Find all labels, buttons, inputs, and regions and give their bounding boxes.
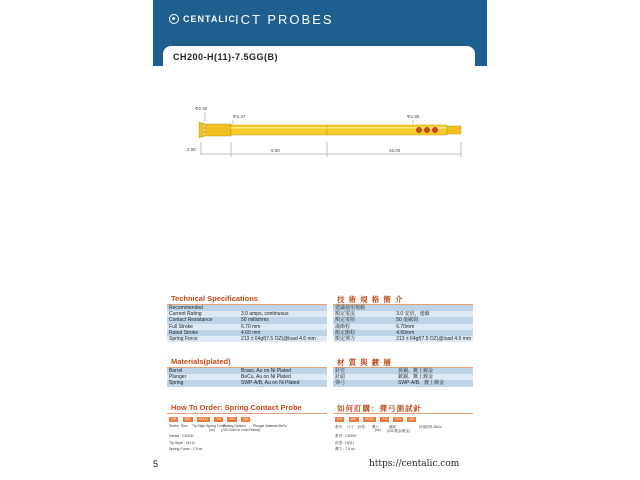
section-title: ICT PROBES — [235, 12, 334, 27]
spec-key: Spring Force — [167, 336, 239, 342]
page-number: 5 — [153, 459, 159, 469]
materials-table-en — [167, 368, 327, 387]
order-label: Tip Style — [192, 424, 206, 428]
order-rule-en — [167, 413, 327, 414]
tech-spec-title-en: Technical Specifications — [171, 294, 258, 303]
order-code-row-en — [169, 417, 251, 422]
spec-value: 6.70 mm — [239, 324, 327, 330]
order-info-line: 彈力 : 7.5 oz — [335, 447, 355, 451]
spec-key: 額定彈力 — [333, 336, 394, 342]
spec-key: 針管 — [333, 368, 396, 374]
spec-value: Brass, Au on Ni Plated — [239, 368, 327, 374]
spec-value: 4.60mm — [394, 330, 473, 336]
spec-key: 彈弓 — [333, 380, 396, 386]
order-code-box: 7.5 — [215, 417, 221, 421]
order-code-row-zh — [335, 417, 417, 422]
probe-body — [199, 122, 461, 138]
order-label: 針頭材料 BeCu — [419, 425, 442, 429]
order-info-line: Series : CH200 — [169, 434, 194, 438]
order-info-line: Spring Force : 7.5 oz — [169, 447, 203, 451]
order-dash: - — [224, 417, 227, 422]
dim-head-dia: Φ2.50 — [195, 106, 208, 111]
order-label: Plunger Material BeCu — [253, 424, 288, 428]
order-info-line: 針型 : H(11) — [335, 440, 354, 445]
spec-row — [167, 380, 327, 386]
spec-value: 鈹銅、鍍上鎳金 — [396, 374, 473, 380]
centalic-logo-icon — [169, 14, 179, 24]
order-dash: - — [211, 417, 213, 422]
order-sublabel-oz: (oz) — [209, 428, 215, 432]
spec-key: Full Stroke — [167, 324, 239, 330]
spec-value: 213 ± 64gf(7.5 OZ)@load 4.6 mm — [239, 336, 327, 342]
order-info-line: 系列 : CH200 — [335, 434, 357, 438]
spec-value: BeCu, Au on Ni Plated — [239, 374, 327, 380]
order-code-box: 200 — [184, 417, 191, 421]
order-code-box: (B) — [243, 417, 249, 421]
catalog-page — [153, 0, 487, 480]
probe-drawing — [187, 100, 461, 170]
order-dash: - — [346, 417, 348, 422]
spec-key: 額定衝程 — [333, 330, 394, 336]
order-dash: - — [390, 417, 393, 422]
spec-key: 額定電流 — [333, 311, 394, 317]
website-url[interactable]: https://centalic.com — [369, 459, 460, 469]
spec-value: 黃銅、鍍上鎳金 — [396, 368, 473, 374]
order-dash: - — [194, 417, 196, 422]
order-dash: - — [404, 417, 407, 422]
brand-name: CENTALIC — [183, 14, 236, 24]
dim-tip-length: 2.00 — [187, 147, 196, 152]
order-info-zh — [335, 433, 356, 453]
order-code-box: 200 — [350, 417, 357, 421]
order-code-box: CH — [171, 417, 177, 421]
spec-key: Spring — [167, 380, 239, 386]
order-code-box: 7.5 — [381, 417, 387, 421]
order-label: Spring Force — [206, 424, 226, 428]
order-label: 彈力 — [372, 425, 379, 429]
materials-table-zh — [333, 368, 473, 387]
spec-value: 6.70mm — [394, 324, 473, 330]
order-label: 系列 — [335, 425, 342, 429]
materials-title-zh: 材 質 與 鍍 層 — [337, 358, 392, 367]
tech-spec-table-en — [167, 305, 327, 342]
order-label: Size — [181, 424, 188, 428]
order-code-box: CH — [337, 417, 343, 421]
order-label: 針型 — [358, 425, 365, 429]
order-code-box: H(11) — [364, 417, 374, 421]
order-info-line: Tip Style : H(11) — [169, 440, 195, 445]
page-header — [153, 0, 487, 66]
spec-key: Current Rating — [167, 311, 239, 317]
dim-length-a: 9.00 — [271, 148, 280, 153]
dim-barrel-dia: Φ1.47 — [233, 114, 246, 119]
spec-key: 滿衝程 — [333, 324, 394, 330]
model-title-bar — [163, 46, 475, 68]
dim-plunger-dia: Φ1.86 — [407, 114, 420, 119]
materials-title-en: Materials(plated) — [171, 357, 231, 366]
order-dash: - — [360, 417, 362, 422]
spec-value: SWP-A/B、鍍上鎳金 — [396, 380, 473, 386]
order-label: Plating Options — [223, 424, 246, 428]
spec-key: 建議使用規範 — [333, 305, 394, 311]
spec-row — [167, 336, 327, 342]
order-sublabel-plating: (GG:鍍金/鍍金) — [387, 429, 410, 433]
spec-value: 50 毫歐姆 — [394, 317, 473, 323]
order-label: 鍍層 — [389, 425, 396, 429]
order-dash: - — [180, 417, 182, 422]
order-code-box: H(11) — [198, 417, 208, 421]
spec-key: 額定電阻 — [333, 317, 394, 323]
order-sublabel-oz: (oz) — [375, 428, 381, 432]
spec-value: 4.60 mm — [239, 330, 327, 336]
order-dash: - — [377, 417, 379, 422]
spec-value: 3.0 安培，連續 — [394, 311, 473, 317]
spec-value: 50 milliohms — [239, 317, 327, 323]
spec-value: 213 ± 64gf(7.5 OZ)@load 4.6 mm — [396, 336, 471, 343]
model-number: CH200-H(11)-7.5GG(B) — [173, 52, 279, 62]
order-title-en: How To Order: Spring Contact Probe — [171, 403, 302, 412]
order-code-box: GG — [229, 417, 235, 421]
dim-length-b: 26.00 — [389, 148, 401, 153]
spec-key: Barrel — [167, 368, 239, 374]
tech-spec-title-zh: 技 術 規 格 簡 介 — [337, 295, 404, 304]
order-sublabel-plating: (GG:Gold on Gold Plated) — [221, 428, 261, 432]
order-label: 尺寸 — [347, 425, 354, 429]
order-code-box: GG — [395, 417, 401, 421]
order-dash: - — [238, 417, 241, 422]
spec-row — [333, 336, 473, 342]
order-info-en — [169, 433, 202, 453]
brand-logo — [169, 12, 236, 26]
spec-key: Contact Resistance — [167, 317, 239, 323]
order-title-zh: 如何訂購：彈弓測試針 — [337, 404, 422, 413]
spec-key: Rated Stroke — [167, 330, 239, 336]
spec-key: Plunger — [167, 374, 239, 380]
order-code-box: (B) — [409, 417, 415, 421]
spec-key: Recommended — [167, 305, 239, 311]
spec-value: SWP-A/B, Au on Ni Plated — [239, 380, 327, 386]
spec-value: 3.0 amps, continuous — [239, 311, 327, 317]
spec-row — [333, 380, 473, 386]
order-rule-zh — [333, 413, 473, 414]
spec-key: 針頭 — [333, 374, 396, 380]
order-label: Series — [169, 424, 179, 428]
tech-spec-table-zh — [333, 305, 473, 342]
